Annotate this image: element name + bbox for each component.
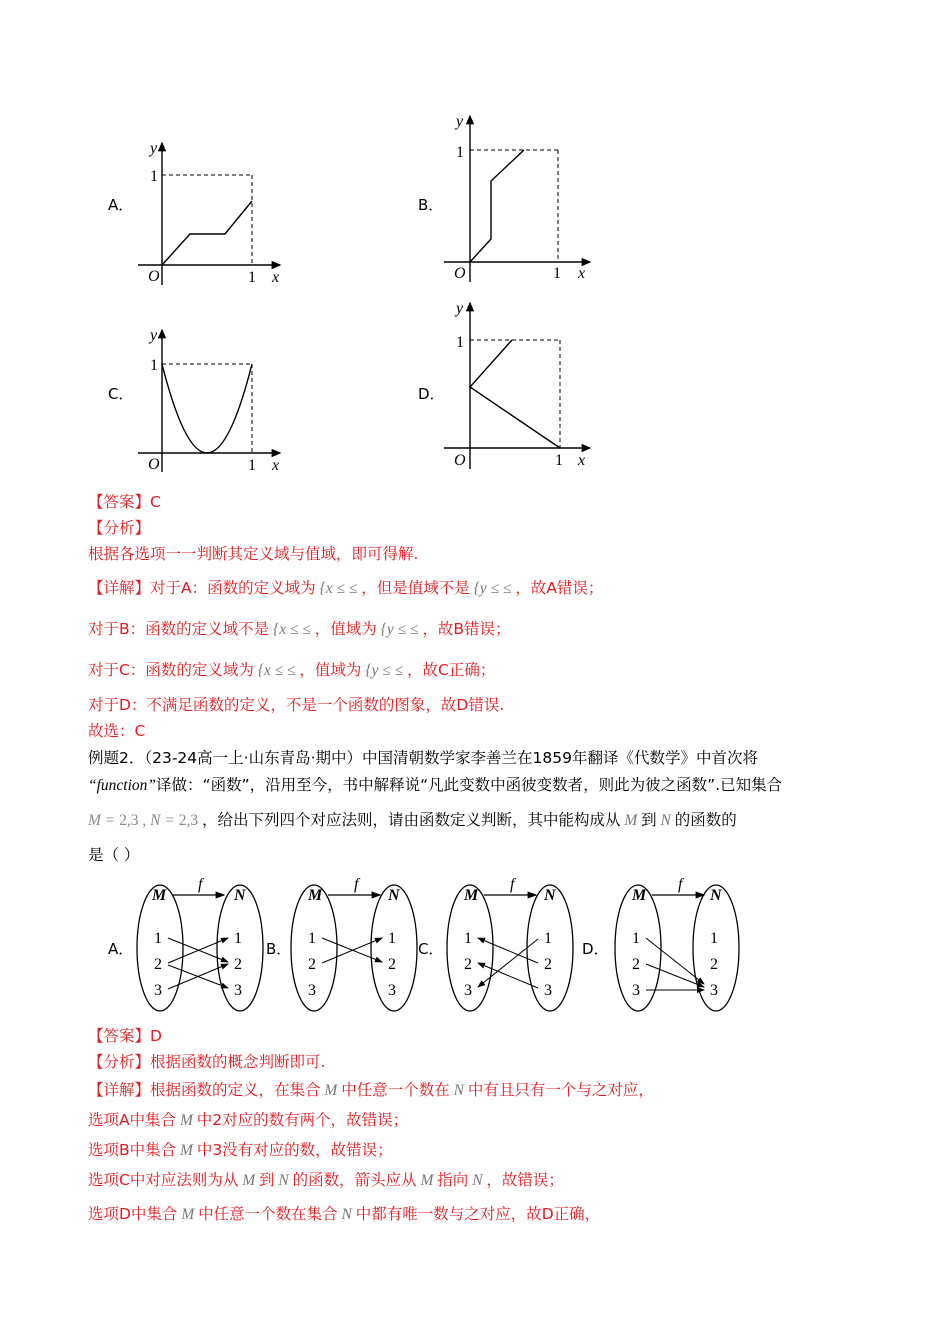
svg-text:2: 2 <box>464 956 472 973</box>
svg-text:M: M <box>632 887 647 904</box>
svg-text:1: 1 <box>154 930 162 947</box>
mapping-d <box>582 876 739 1011</box>
ex1-detail-a: 【详解】对于A：函数的定义域为 {x ≤ ≤ ，但是值域不是 {y ≤ ≤ ，故A错误； <box>88 579 604 597</box>
x-label: x <box>578 452 586 469</box>
y-label: y <box>456 113 464 130</box>
svg-text:2: 2 <box>544 956 552 973</box>
x-label: x <box>272 269 280 286</box>
svg-text:3: 3 <box>632 982 640 999</box>
svg-text:N: N <box>544 887 556 904</box>
origin-label: O <box>454 265 466 282</box>
svg-text:C．: C． <box>418 940 444 958</box>
ex2-analysis: 【分析】根据函数的概念判断即可. <box>88 1053 326 1071</box>
graph-c <box>130 322 290 477</box>
ex2-detail: 【详解】根据函数的定义，在集合 M 中任意一个数在 N 中有且只有一个与之对应， <box>88 1081 654 1099</box>
svg-text:2: 2 <box>632 956 640 973</box>
svg-text:3: 3 <box>308 982 316 999</box>
svg-text:1: 1 <box>632 930 640 947</box>
svg-text:1: 1 <box>388 930 396 947</box>
y-label: y <box>150 327 158 344</box>
ex1-choose: 故选：C <box>88 722 146 740</box>
svg-text:3: 3 <box>464 982 472 999</box>
svg-text:M: M <box>152 887 167 904</box>
ex1-analysis-text: 根据各选项一一判断其定义域与值域，即可得解. <box>88 545 419 563</box>
ex2-question-line1: 例题2．（23-24高一上·山东青岛·期中）中国清朝数学家李善兰在1859年翻译《代数学》中首次将 <box>88 749 758 767</box>
svg-text:M: M <box>308 887 323 904</box>
svg-text:f: f <box>510 876 515 893</box>
y-one: 1 <box>150 168 158 185</box>
svg-text:3: 3 <box>388 982 396 999</box>
graph-d <box>438 295 598 475</box>
graph-d-curve <box>470 340 560 448</box>
ex2-option-b: 选项B中集合 M 中3没有对应的数，故错误； <box>88 1141 393 1159</box>
ex2-answer: 【答案】D <box>88 1027 162 1045</box>
svg-text:2: 2 <box>154 956 162 973</box>
x-one: 1 <box>553 265 561 282</box>
x-label: x <box>272 457 280 474</box>
option-d-label: D． <box>418 385 445 403</box>
ex2-option-a: 选项A中集合 M 中2对应的数有两个，故错误； <box>88 1111 409 1129</box>
mapping-diagrams <box>100 870 860 1020</box>
svg-text:3: 3 <box>154 982 162 999</box>
option-c-label: C． <box>108 385 134 403</box>
svg-text:D．: D． <box>582 940 609 958</box>
ex2-question-line2: “function”译做：“函数”，沿用至今，书中解释说“凡此变数中函彼变数者，则此为彼之函数”.已知集合 <box>88 776 783 794</box>
svg-text:2: 2 <box>710 956 718 973</box>
svg-text:N: N <box>710 887 722 904</box>
svg-text:A．: A． <box>108 940 134 958</box>
y-one: 1 <box>456 334 464 351</box>
origin-label: O <box>454 452 466 469</box>
ex2-question-line3: M = 2,3 , N = 2,3 ，给出下列四个对应法则，请由函数定义判断，其中能构成从 M 到 N 的函数的 <box>88 811 737 829</box>
svg-text:2: 2 <box>308 956 316 973</box>
origin-label: O <box>148 268 160 285</box>
y-one: 1 <box>150 357 158 374</box>
mapping-b <box>266 876 417 1011</box>
svg-text:1: 1 <box>544 930 552 947</box>
mapping-c <box>418 876 573 1011</box>
svg-text:1: 1 <box>464 930 472 947</box>
svg-text:3: 3 <box>544 982 552 999</box>
x-one: 1 <box>248 457 256 474</box>
ex1-answer: 【答案】C <box>88 493 161 511</box>
svg-text:3: 3 <box>234 982 242 999</box>
svg-text:2: 2 <box>388 956 396 973</box>
y-one: 1 <box>456 144 464 161</box>
origin-label: O <box>148 456 160 473</box>
graph-a <box>130 135 290 290</box>
graph-b-curve <box>470 150 524 262</box>
svg-text:f: f <box>678 876 683 893</box>
svg-text:1: 1 <box>234 930 242 947</box>
ex1-detail-c: 对于C：函数的定义域为 {x ≤ ≤ ，值域为 {y ≤ ≤ ，故C正确； <box>88 661 496 679</box>
graph-b <box>438 108 598 288</box>
svg-text:2: 2 <box>234 956 242 973</box>
svg-text:N: N <box>234 887 246 904</box>
y-label: y <box>456 300 464 317</box>
svg-text:1: 1 <box>710 930 718 947</box>
ex1-analysis-tag: 【分析】 <box>88 519 151 537</box>
y-label: y <box>150 140 158 157</box>
option-b-label: B． <box>418 196 444 214</box>
svg-text:B．: B． <box>266 940 292 958</box>
graph-a-curve <box>162 201 252 265</box>
x-one: 1 <box>555 452 563 469</box>
svg-text:3: 3 <box>710 982 718 999</box>
svg-text:1: 1 <box>308 930 316 947</box>
ex1-detail-d: 对于D：不满足函数的定义，不是一个函数的图象，故D错误. <box>88 696 505 714</box>
graph-c-curve <box>162 364 252 453</box>
option-a-label: A． <box>108 196 134 214</box>
svg-text:N: N <box>388 887 400 904</box>
ex1-detail-b: 对于B：函数的定义域不是 {x ≤ ≤ ，值域为 {y ≤ ≤ ，故B错误； <box>88 620 511 638</box>
svg-text:f: f <box>354 876 359 893</box>
ex2-option-c: 选项C中对应法则为从 M 到 N 的函数，箭头应从 M 指向 N ，故错误； <box>88 1171 564 1189</box>
svg-text:M: M <box>464 887 479 904</box>
mapping-a <box>108 876 263 1011</box>
ex2-question-line4: 是（ ） <box>88 846 140 864</box>
ex2-option-d: 选项D中集合 M 中任意一个数在集合 N 中都有唯一数与之对应，故D正确， <box>88 1205 601 1223</box>
svg-text:f: f <box>198 876 203 893</box>
x-one: 1 <box>248 269 256 286</box>
x-label: x <box>578 265 586 282</box>
